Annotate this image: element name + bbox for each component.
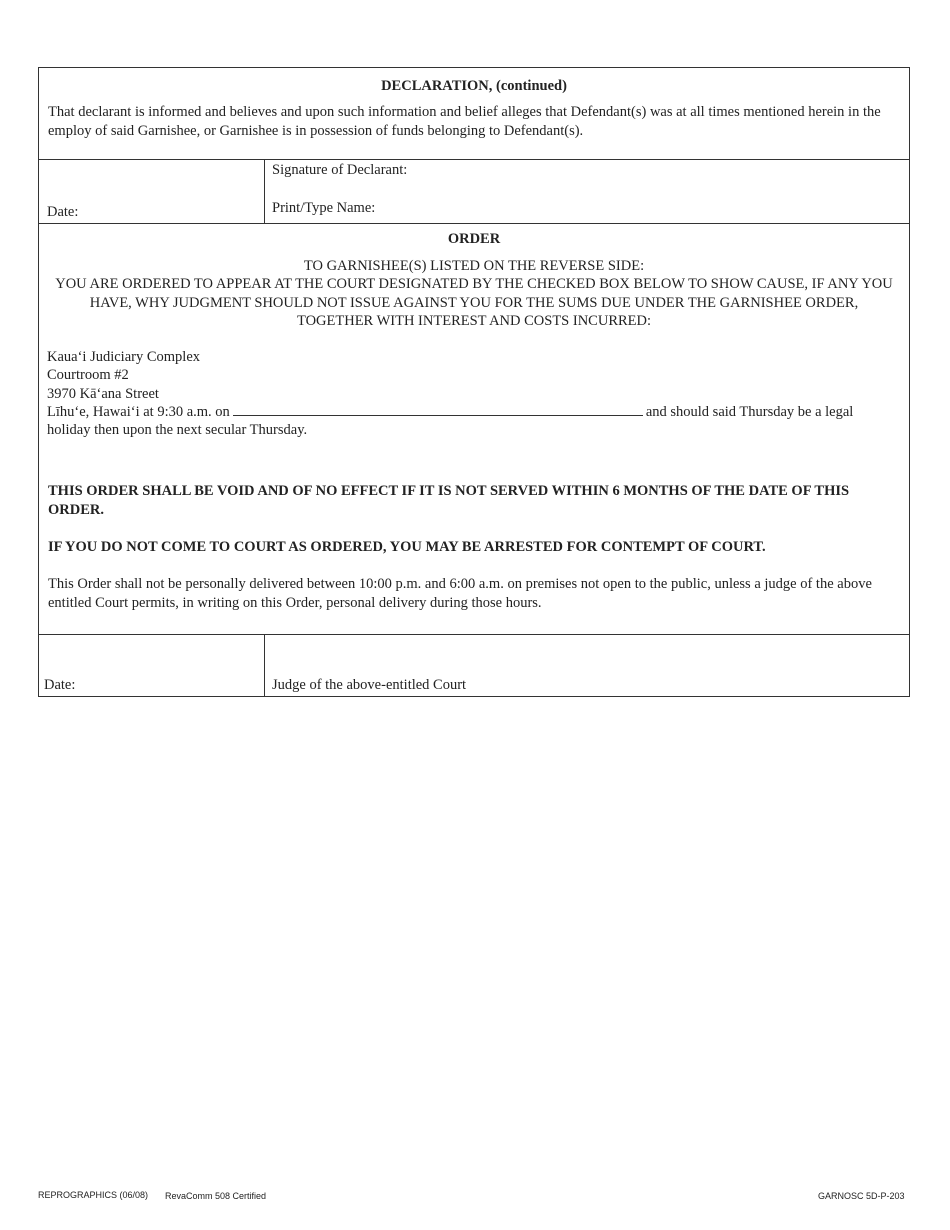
order-date-label: Date: xyxy=(44,677,76,693)
delivery-notice: This Order shall not be personally delivered between 10:00 p.m. and 6:00 a.m. on premises not open to the public, unless a judge of the above entitled Court permits, in writing on this Order, personal delivery during those hours. xyxy=(48,576,872,611)
footer-reprographics: REPROGRAPHICS (06/08) xyxy=(38,1190,149,1200)
void-notice: THIS ORDER SHALL BE VOID AND OF NO EFFECT IF IT IS NOT SERVED WITHIN 6 MONTHS OF THE DATE OF THIS ORDER. xyxy=(48,483,850,518)
hearing-date-line xyxy=(47,403,853,421)
footer-certified: RevaComm 508 Certified xyxy=(165,1191,267,1201)
hearing-date-field[interactable] xyxy=(233,403,643,416)
court-address-line3: 3970 Kāʻana Street xyxy=(47,386,159,402)
garnishee-order-form xyxy=(38,67,910,697)
hearing-time-text: Līhu‘e, Hawai‘i at 9:30 a.m. on xyxy=(47,404,230,420)
column-divider xyxy=(264,159,265,223)
court-address-line1: Kaua‘i Judiciary Complex xyxy=(47,349,201,365)
signature-of-declarant-label: Signature of Declarant: xyxy=(272,162,408,178)
order-to-garnishee: TO GARNISHEE(S) LISTED ON THE REVERSE SIDE: xyxy=(303,258,645,274)
declaration-heading: DECLARATION, (continued) xyxy=(381,78,567,94)
divider xyxy=(39,223,909,224)
legal-holiday-text: and should said Thursday be a legal xyxy=(645,404,854,420)
divider xyxy=(39,634,909,635)
judge-signature-label: Judge of the above-entitled Court xyxy=(272,677,467,693)
order-heading: ORDER xyxy=(447,231,501,247)
court-address-line5: holiday then upon the next secular Thursday. xyxy=(47,422,308,438)
order-ordered-text: YOU ARE ORDERED TO APPEAR AT THE COURT DESIGNATED BY THE CHECKED BOX BELOW TO SHOW CAUSE, IF ANY YOU HAVE, WHY JUDGMENT SHOULD NOT ISSUE AGAINST YOU FOR THE SUMS DUE UNDER THE GARNISHEE ORDER, TOGETHER WITH INTEREST AND COSTS INCURRED: xyxy=(55,276,893,329)
contempt-notice: IF YOU DO NOT COME TO COURT AS ORDERED, YOU MAY BE ARRESTED FOR CONTEMPT OF COURT. xyxy=(48,539,766,555)
divider xyxy=(39,159,909,160)
declaration-date-label: Date: xyxy=(47,204,79,220)
print-type-name-label: Print/Type Name: xyxy=(272,200,376,216)
column-divider xyxy=(264,634,265,697)
declaration-text: That declarant is informed and believes and upon such information and belief alleges that Defendant(s) was at all times mentioned herein in the employ of said Garnishee, or Garnishee is in possession of funds belonging to Defendant(s). xyxy=(48,104,881,139)
court-address-line2: Courtroom #2 xyxy=(47,367,129,383)
footer-form-number: GARNOSC 5D-P-203 xyxy=(818,1191,905,1201)
